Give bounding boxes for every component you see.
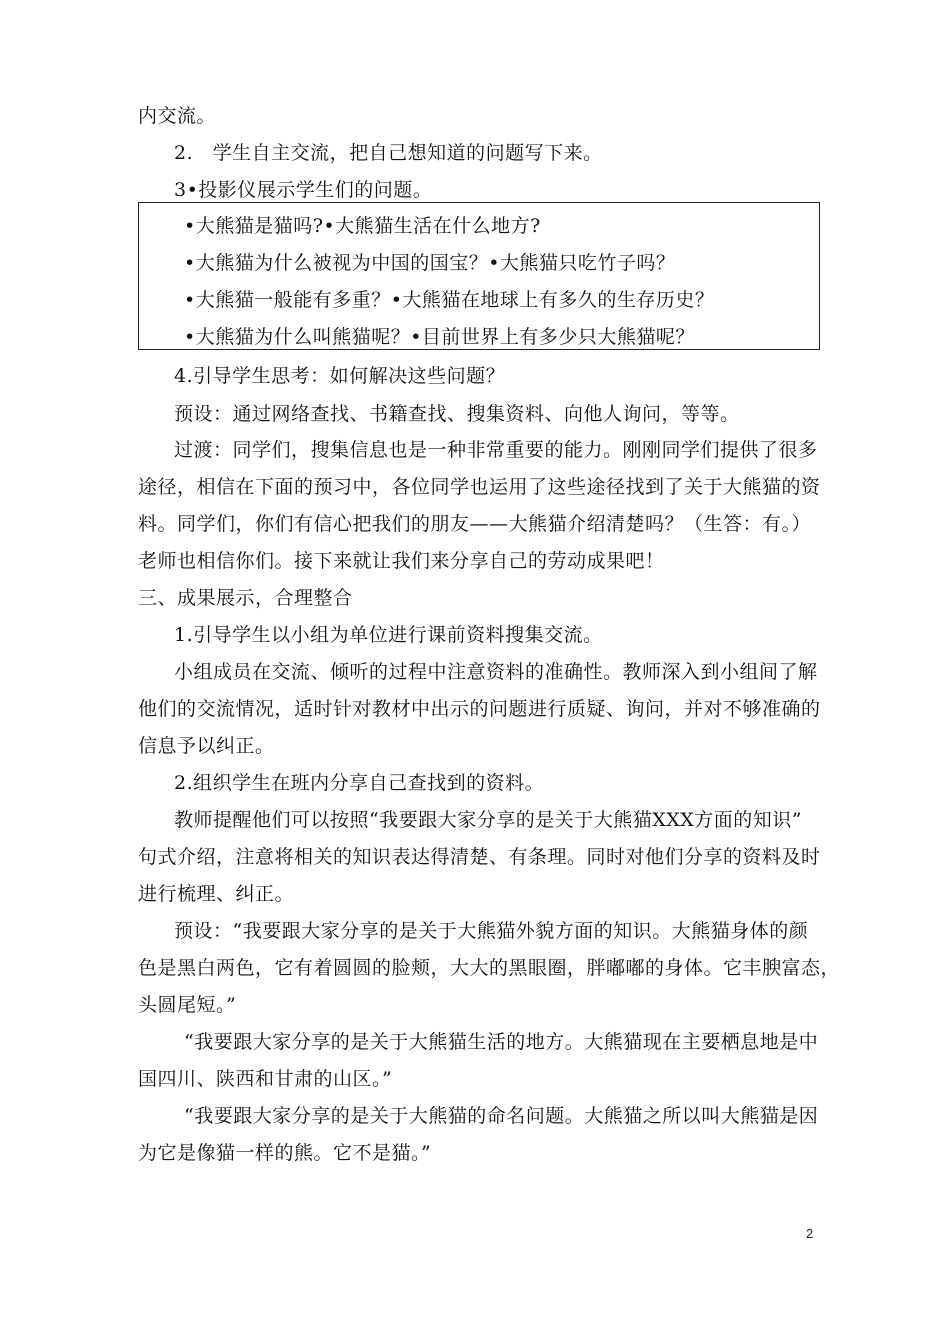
- text-line: “我要跟大家分享的是关于大熊猫生活的地方。大熊猫现在主要栖息地是中: [184, 1031, 819, 1053]
- text-line: 2.组织学生在班内分享自己查找到的资料。: [174, 772, 545, 794]
- text-line: 过渡：同学们，搜集信息也是一种非常重要的能力。刚刚同学们提供了很多: [174, 439, 818, 461]
- text-line: 小组成员在交流、倾听的过程中注意资料的准确性。教师深入到小组间了解: [174, 661, 818, 683]
- text-line: 进行梳理、纠正。: [138, 883, 295, 905]
- question-item: •大熊猫一般能有多重？•大熊猫在地球上有多久的生存历史？: [184, 289, 715, 311]
- text-line: 料。同学们，你们有信心把我们的朋友——大熊猫介绍清楚吗？（生答：有。）: [138, 513, 812, 535]
- question-item: •大熊猫为什么被视为中国的国宝？•大熊猫只吃竹子吗？: [184, 252, 676, 274]
- text-line: 句式介绍，注意将相关的知识表达得清楚、有条理。同时对他们分享的资料及时: [138, 846, 821, 868]
- text-line: 教师提醒他们可以按照“我要跟大家分享的是关于大熊猫XXX方面的知识”: [174, 809, 803, 831]
- text-line: 为它是像猫一样的熊。它不是猫。”: [138, 1142, 432, 1164]
- text-line: 2. 学生自主交流，把自己想知道的问题写下来。: [174, 142, 603, 164]
- text-line: 预设：“我要跟大家分享的是关于大熊猫外貌方面的知识。大熊猫身体的颜: [174, 920, 809, 942]
- text-line: 预设：通过网络查找、书籍查找、搜集资料、向他人询问，等等。: [174, 403, 740, 425]
- text-line: 他们的交流情况，适时针对教材中出示的问题进行质疑、询问，并对不够准确的: [138, 698, 821, 720]
- text-line: 头圆尾短。”: [138, 994, 237, 1016]
- text-line: 1.引导学生以小组为单位进行课前资料搜集交流。: [174, 624, 603, 646]
- page-number: 2: [806, 1226, 814, 1241]
- text-line: 国四川、陕西和甘肃的山区。”: [138, 1068, 393, 1090]
- question-item: •大熊猫是猫吗?•大熊猫生活在什么地方?: [184, 215, 541, 237]
- text-line: 信息予以纠正。: [138, 735, 275, 757]
- text-line: 4.引导学生思考：如何解决这些问题？: [174, 365, 506, 387]
- text-line: 途径，相信在下面的预习中，各位同学也运用了这些途径找到了关于大熊猫的资: [138, 476, 821, 498]
- text-line: 色是黑白两色，它有着圆圆的脸颊，大大的黑眼圈，胖嘟嘟的身体。它丰腴富态，: [138, 957, 841, 979]
- question-item: •大熊猫为什么叫熊猫呢？•目前世界上有多少只大熊猫呢？: [184, 326, 695, 348]
- text-line: 3•投影仪展示学生们的问题。: [174, 179, 433, 201]
- section-heading: 三、成果展示，合理整合: [138, 587, 353, 609]
- text-line: 内交流。: [138, 105, 217, 127]
- text-line: 老师也相信你们。接下来就让我们来分享自己的劳动成果吧！: [138, 550, 665, 572]
- text-line: “我要跟大家分享的是关于大熊猫的命名问题。大熊猫之所以叫大熊猫是因: [184, 1105, 819, 1127]
